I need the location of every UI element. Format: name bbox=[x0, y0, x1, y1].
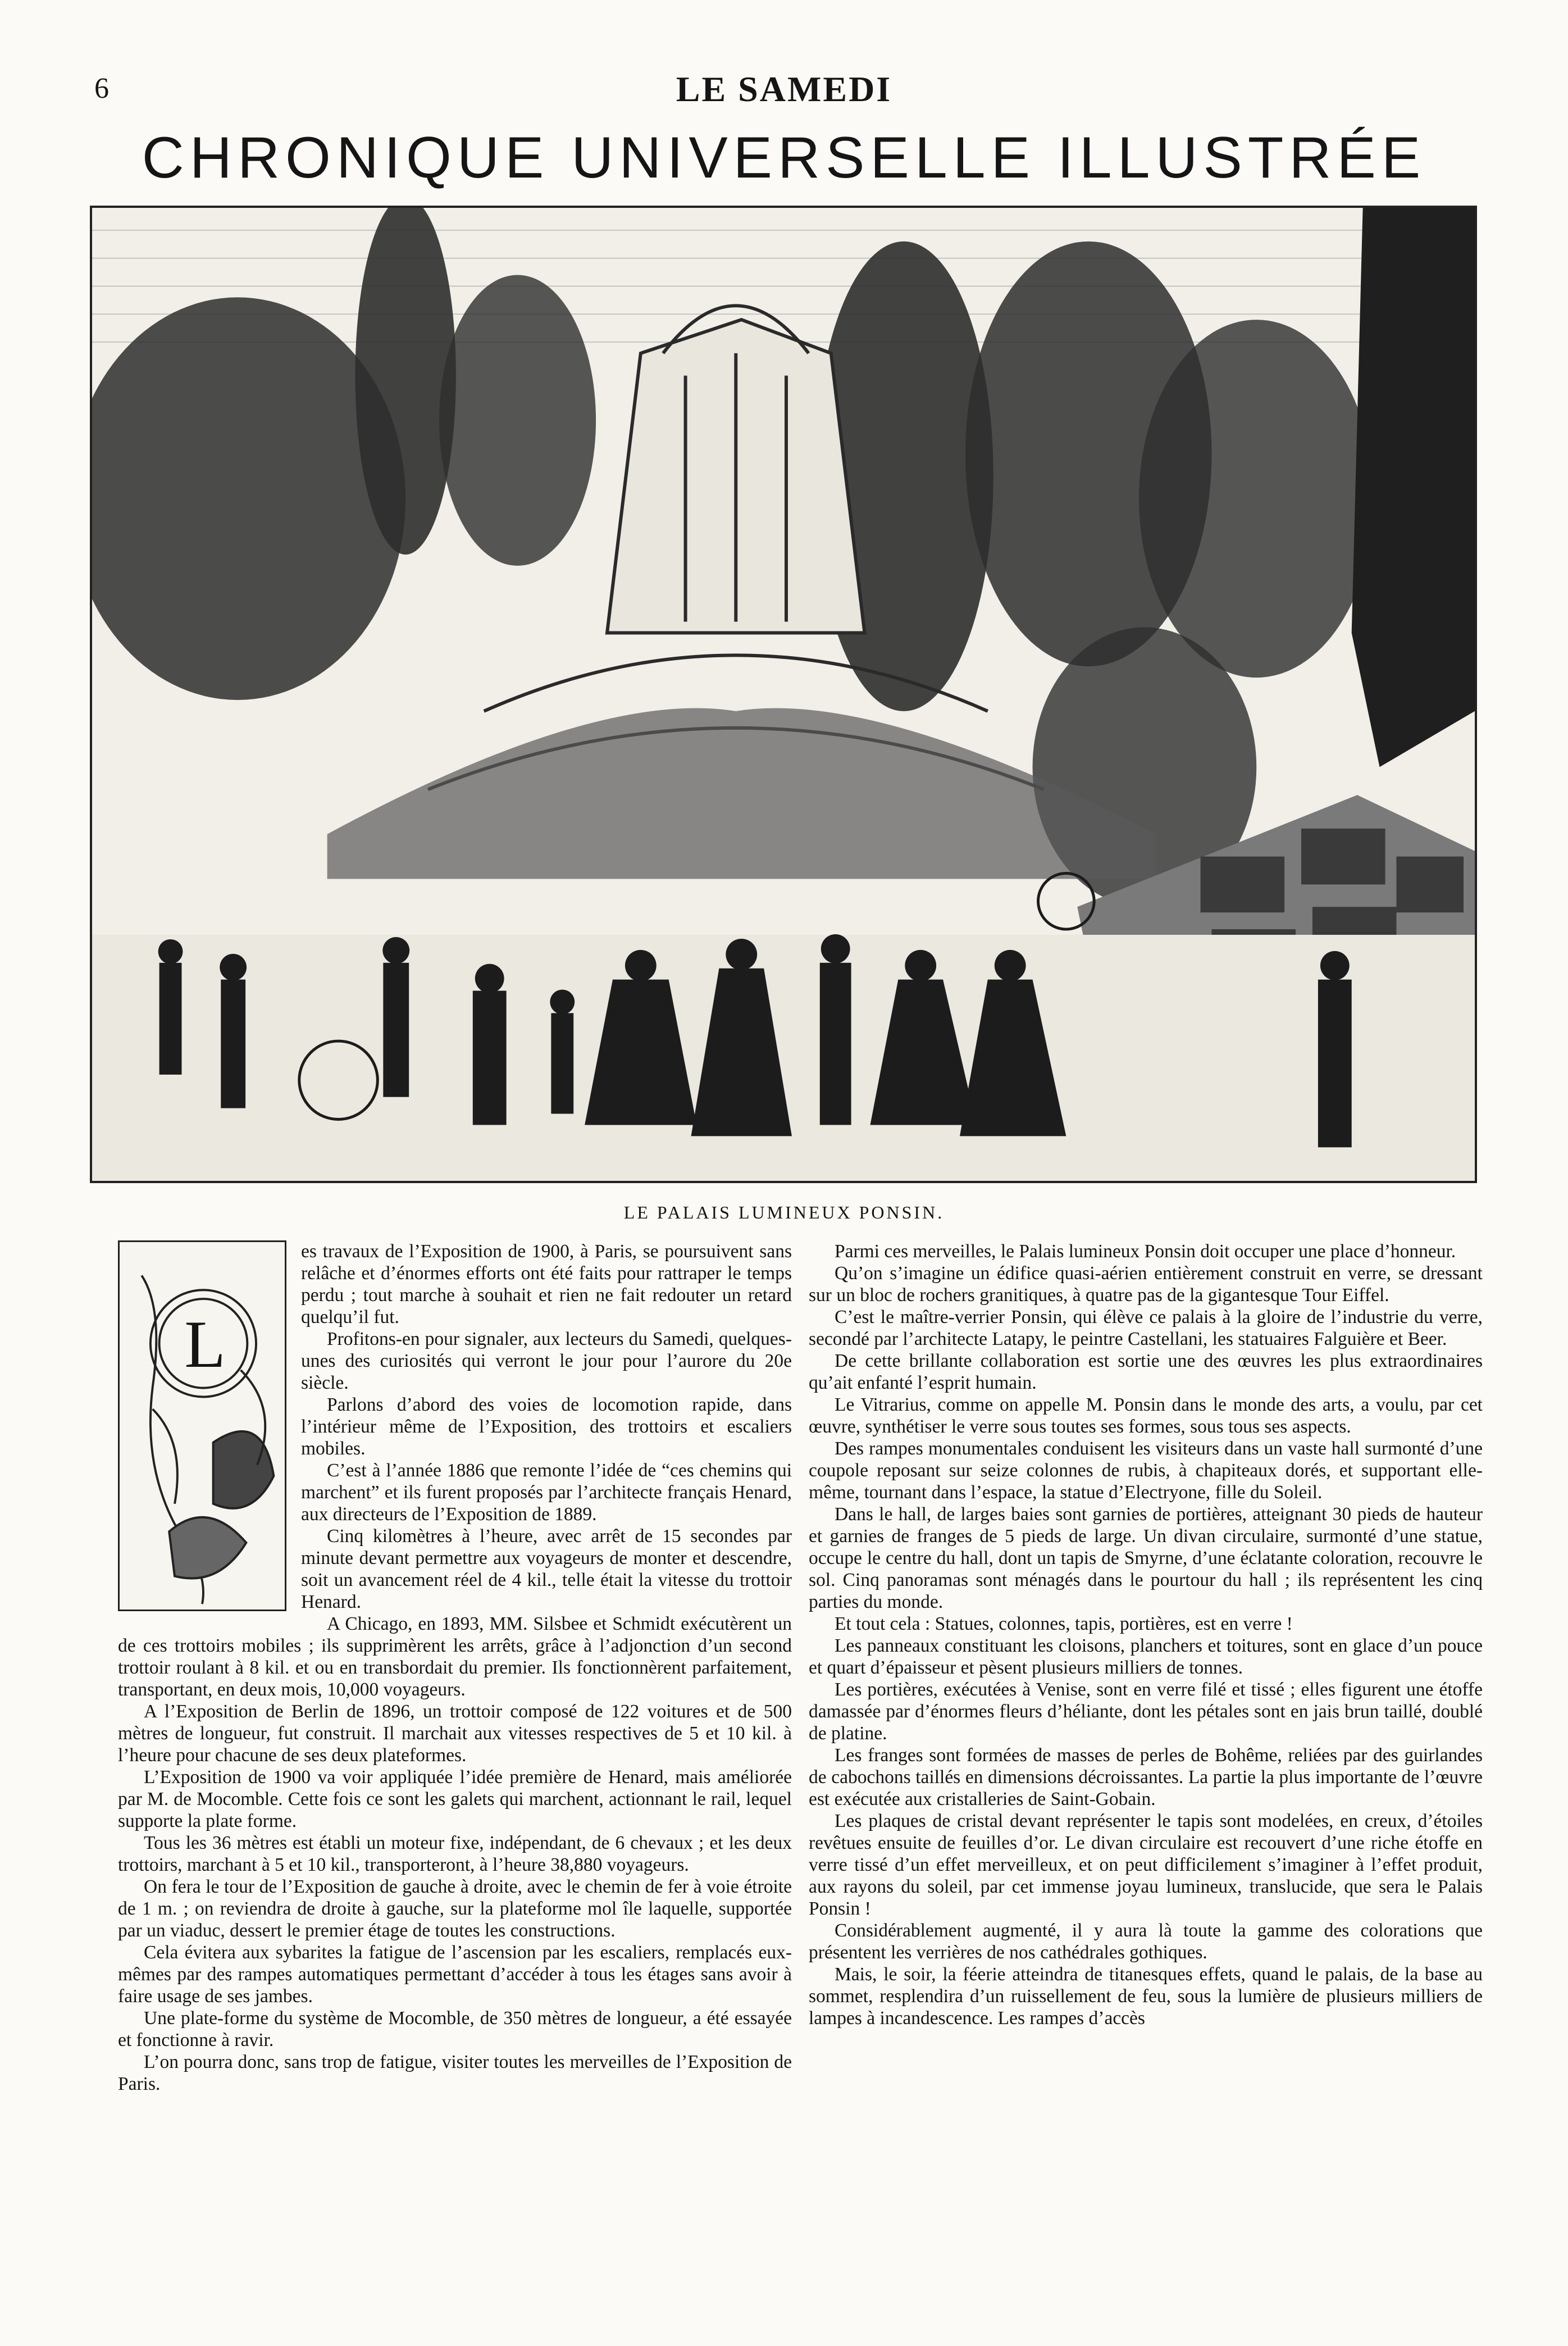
paragraph: Profitons-en pour signaler, aux lecteurs du Samedi, quelques-unes des curiosités qui verront le jour pour l’aurore du 20e siècle. bbox=[301, 1329, 792, 1393]
paragraph: L’Exposition de 1900 va voir appliquée l’idée première de Henard, mais améliorée par M. de Mocomble. Cette fois ce sont les galets qui marchent, actionnant le rail, lequel supporte la plate forme. bbox=[118, 1767, 792, 1831]
paragraph: Tous les 36 mètres est établi un moteur fixe, indépendant, de 6 chevaux ; et les deux trottoirs, marchant à 5 et 10 kil., transporteront, à l’heure 38,880 voyageurs. bbox=[118, 1833, 792, 1875]
paragraph: A l’Exposition de Berlin de 1896, un trottoir composé de 122 voitures et de 500 mètres de longueur, fut construit. Il marchait aux vitesses respectives de 5 et 10 kil. à l’heure pour chacune de ses deux plateformes. bbox=[118, 1701, 792, 1766]
paragraph: Une plate-forme du système de Mocomble, de 350 mètres de longueur, a été essayée et fonctionne à ravir. bbox=[118, 2008, 792, 2051]
paragraph: L’on pourra donc, sans trop de fatigue, visiter toutes les merveilles de l’Exposition de Paris. bbox=[118, 2052, 792, 2094]
paragraph: Les franges sont formées de masses de perles de Bohême, reliées par des guirlandes de cabochons taillés en dimensions décroissantes. La partie la plus importante de l’œuvre est exécutée aux cristalleries de Saint-Gobain. bbox=[809, 1745, 1483, 1809]
paragraph: Et tout cela : Statues, colonnes, tapis, portières, est en verre ! bbox=[835, 1613, 1293, 1634]
paragraph: Cela évitera aux sybarites la fatigue de l’ascension par les escaliers, remplacés eux-mêmes par des rampes automatiques permettant d’accéder à tous les étages sans avoir à faire usage de ses jambes. bbox=[118, 1942, 792, 2007]
paragraph: Les panneaux constituant les cloisons, planchers et toitures, sont en glace d’un pouce et quart d’épaisseur et pèsent plusieurs milliers de tonnes. bbox=[809, 1635, 1483, 1678]
paragraph: Cinq kilomètres à l’heure, avec arrêt de 15 secondes par minute devant permettre aux voyageurs de monter et descendre, soit un avancement réel de 4 kil., telle était la vitesse du trottoir Henard. bbox=[301, 1526, 792, 1612]
paragraph: Considérablement augmenté, il y aura là toute la gamme des colorations que présentent les verrières de nos cathédrales gothiques. bbox=[809, 1920, 1483, 1963]
paragraph: Qu’on s’imagine un édifice quasi-aérien entièrement construit en verre, se dressant sur un bloc de rochers granitiques, à quatre pas de la gigantesque Tour Eiffel. bbox=[809, 1263, 1483, 1306]
paragraph: A Chicago, en 1893, MM. Silsbee et Schmidt exécutèrent un de ces trottoirs mobiles ; ils supprimèrent les arrêts, grâce à l’adjonction d’un second trottoir roulant à 8 kil. et ou en transbordait du premier. Ils fonctionnèrent parfaitement, transportant, en deux mois, 10,000 voyageurs. bbox=[118, 1613, 792, 1700]
masthead-title: LE SAMEDI bbox=[676, 69, 892, 109]
drop-cap-ornament bbox=[118, 1240, 286, 1611]
paragraph: es travaux de l’Exposition de 1900, à Paris, se poursuivent sans relâche et d’énormes efforts ont été faits pour rattraper le temps perdu ; tout marche à souhait et rien ne fait redouter un retard quelqu’il fut. bbox=[301, 1241, 792, 1327]
paragraph: On fera le tour de l’Exposition de gauche à droite, avec le chemin de fer à voie étroite de 1 m. ; on reviendra de droite à gauche, sur la plateforme mol île laquelle, supportée par un viaduc, dessert le premier étage de toutes les constructions. bbox=[118, 1876, 792, 1941]
article-left-column bbox=[118, 1240, 792, 2308]
masthead-subtitle: CHRONIQUE UNIVERSELLE ILLUSTRÉE bbox=[142, 125, 1426, 190]
article-right-column bbox=[809, 1240, 1483, 2308]
paragraph: Des rampes monumentales conduisent les visiteurs dans un vaste hall surmonté d’une coupole reposant sur seize colonnes de rubis, à chapiteaux dorés, et supportant elle-même, tournant dans l’espace, la statue d’Electryone, fille du Soleil. bbox=[809, 1438, 1483, 1503]
paragraph: Le Vitrarius, comme on appelle M. Ponsin dans le monde des arts, a voulu, par cet œuvre, synthétiser le verre sous toutes ses formes, sous tous ses aspects. bbox=[809, 1394, 1483, 1437]
illustration-caption: LE PALAIS LUMINEUX PONSIN. bbox=[623, 1202, 945, 1222]
paragraph: Mais, le soir, la féerie atteindra de titanesques effets, quand le palais, de la base au sommet, resplendira d’un ruissellement de feu, sous la lumière de plusieurs milliers de lampes à incandescence. Les rampes d’accès bbox=[809, 1964, 1483, 2029]
paragraph: De cette brillante collaboration est sortie une des œuvres les plus extraordinaires qu’ait enfanté l’esprit humain. bbox=[809, 1351, 1483, 1393]
paragraph: Dans le hall, de larges baies sont garnies de portières, atteignant 30 pieds de hauteur et garnies de franges de 5 pieds de large. Un divan circulaire, surmonté d’une statue, occupe le centre du hall, dont un tapis de Smyrne, d’une éclatante coloration, recouvre le sol. Cinq panoramas sont ménagés dans le pourtour du hall ; ils représentent les cinq parties du monde. bbox=[809, 1504, 1483, 1612]
paragraph: C’est le maître-verrier Ponsin, qui élève ce palais à la gloire de l’industrie du verre, secondé par l’architecte Latapy, le peintre Castellani, les statuaires Falguière et Beer. bbox=[809, 1307, 1483, 1349]
palace-engraving bbox=[90, 206, 1477, 1183]
paragraph: Parmi ces merveilles, le Palais lumineux Ponsin doit occuper une place d’honneur. bbox=[835, 1241, 1456, 1262]
paragraph: Les portières, exécutées à Venise, sont en verre filé et tissé ; elles figurent une étoffe damassée par d’énormes fleurs d’héliante, dont les pétales sont en jais brun taillé, doublé de platine. bbox=[809, 1679, 1483, 1744]
paragraph: Les plaques de cristal devant représenter le tapis sont modelées, en creux, d’étoiles revêtues ensuite de feuilles d’or. Le divan circulaire est recouvert d’une riche étoffe en verre tissé d’un effet merveilleux, et on peut difficilement s’imaginer à l’effet produit, aux rayons du soleil, par cet immense joyau lumineux, translucide, que sera le Palais Ponsin ! bbox=[809, 1811, 1483, 1919]
drop-cap-letter: L bbox=[184, 1307, 226, 1381]
page-number: 6 bbox=[94, 72, 109, 104]
paragraph: C’est à l’année 1886 que remonte l’idée de “ces chemins qui marchent” et ils furent proposés par l’architecte français Henard, aux directeurs de l’Exposition de 1889. bbox=[301, 1460, 792, 1525]
paragraph: Parlons d’abord des voies de locomotion rapide, dans l’intérieur même de l’Exposition, des trottoirs et escaliers mobiles. bbox=[301, 1394, 792, 1459]
